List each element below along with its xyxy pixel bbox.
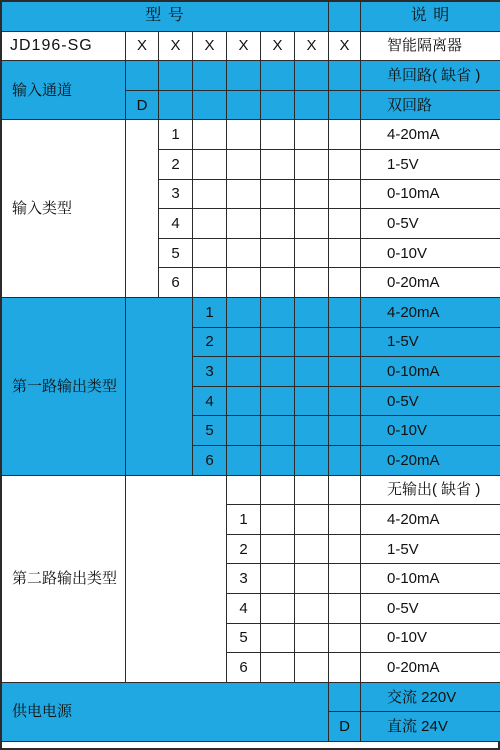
empty-cell: [295, 476, 329, 506]
option-code: [329, 683, 361, 713]
empty-cell: [227, 180, 261, 210]
option-description: 双回路: [361, 91, 500, 121]
empty-cell: [227, 387, 261, 417]
empty-cell: [329, 624, 361, 654]
empty-cell: [227, 61, 261, 91]
empty-cell: [261, 120, 295, 150]
empty-cell: [261, 505, 295, 535]
model-slot-x: X: [126, 32, 159, 62]
empty-cell: [193, 91, 227, 121]
empty-cell: [329, 446, 361, 476]
option-description: 0-5V: [361, 209, 500, 239]
empty-cell: [295, 535, 329, 565]
empty-cell: [261, 387, 295, 417]
empty-cell: [261, 180, 295, 210]
empty-cell: [295, 416, 329, 446]
option-description: 4-20mA: [361, 505, 500, 535]
empty-cell: [329, 180, 361, 210]
empty-cell: [329, 416, 361, 446]
empty-cell: [193, 61, 227, 91]
option-description: 0-10mA: [361, 180, 500, 210]
empty-cell: [261, 446, 295, 476]
option-code: 5: [227, 624, 261, 654]
empty-cell: [295, 594, 329, 624]
header-model-title: 型 号: [2, 2, 329, 32]
option-description: 0-20mA: [361, 268, 500, 298]
empty-cell: [329, 239, 361, 269]
option-code: 5: [193, 416, 227, 446]
empty-cell: [193, 180, 227, 210]
option-description: 0-10mA: [361, 357, 500, 387]
section-label-input-channel: 输入通道: [2, 61, 126, 120]
empty-cell: [295, 91, 329, 121]
empty-cell: [227, 357, 261, 387]
option-code: D: [329, 712, 361, 742]
empty-cell: [227, 328, 261, 358]
option-code: 6: [227, 653, 261, 683]
empty-cell: [329, 298, 361, 328]
empty-cell: [295, 328, 329, 358]
empty-cell: [227, 298, 261, 328]
empty-cell: [227, 91, 261, 121]
option-description: 交流 220V: [361, 683, 500, 713]
empty-cell: [261, 653, 295, 683]
option-description: 4-20mA: [361, 298, 500, 328]
empty-cell: [261, 150, 295, 180]
empty-cell: [261, 328, 295, 358]
option-description: 0-10V: [361, 239, 500, 269]
option-code: 1: [193, 298, 227, 328]
option-code: 5: [159, 239, 193, 269]
empty-cell: [227, 209, 261, 239]
option-description: 0-10V: [361, 416, 500, 446]
option-description: 1-5V: [361, 150, 500, 180]
model-code: JD196-SG: [2, 32, 126, 62]
empty-cell: [261, 624, 295, 654]
empty-cell: [329, 594, 361, 624]
option-code: 6: [159, 268, 193, 298]
empty-cell: [295, 564, 329, 594]
empty-cell: [261, 91, 295, 121]
option-description: 直流 24V: [361, 712, 500, 742]
option-description: 无输出( 缺省 ): [361, 476, 500, 506]
empty-cell: [329, 564, 361, 594]
option-description: 4-20mA: [361, 120, 500, 150]
empty-cell: [261, 564, 295, 594]
blank-merged-area: [126, 120, 159, 298]
option-code: [126, 61, 159, 91]
empty-cell: [193, 239, 227, 269]
empty-cell: [329, 505, 361, 535]
header-blank-cell: [329, 2, 361, 32]
option-code: 4: [159, 209, 193, 239]
option-code: 2: [227, 535, 261, 565]
empty-cell: [227, 268, 261, 298]
empty-cell: [193, 120, 227, 150]
option-description: 1-5V: [361, 328, 500, 358]
section-label-power: 供电电源: [2, 683, 329, 742]
option-code: 1: [159, 120, 193, 150]
model-description: 智能隔离器: [361, 32, 500, 62]
empty-cell: [227, 416, 261, 446]
option-description: 0-20mA: [361, 446, 500, 476]
empty-cell: [329, 120, 361, 150]
option-code: 2: [193, 328, 227, 358]
empty-cell: [329, 328, 361, 358]
blank-merged-area: [126, 476, 227, 683]
option-description: 0-10V: [361, 624, 500, 654]
option-code: 1: [227, 505, 261, 535]
empty-cell: [329, 535, 361, 565]
empty-cell: [227, 239, 261, 269]
empty-cell: [295, 120, 329, 150]
empty-cell: [295, 505, 329, 535]
section-label-input-type: 输入类型: [2, 120, 126, 298]
option-description: 0-10mA: [361, 564, 500, 594]
empty-cell: [227, 150, 261, 180]
blank-merged-area: [126, 298, 193, 476]
model-slot-x: X: [261, 32, 295, 62]
option-code: [227, 476, 261, 506]
empty-cell: [295, 239, 329, 269]
empty-cell: [261, 416, 295, 446]
model-slot-x: X: [227, 32, 261, 62]
empty-cell: [329, 653, 361, 683]
model-slot-x: X: [329, 32, 361, 62]
option-code: 3: [159, 180, 193, 210]
empty-cell: [295, 624, 329, 654]
option-code: D: [126, 91, 159, 121]
empty-cell: [295, 653, 329, 683]
empty-cell: [159, 91, 193, 121]
option-code: 6: [193, 446, 227, 476]
empty-cell: [329, 209, 361, 239]
empty-cell: [329, 91, 361, 121]
empty-cell: [329, 476, 361, 506]
empty-cell: [159, 61, 193, 91]
empty-cell: [261, 209, 295, 239]
option-code: 2: [159, 150, 193, 180]
empty-cell: [227, 446, 261, 476]
empty-cell: [295, 268, 329, 298]
empty-cell: [329, 387, 361, 417]
section-label-output2-type: 第二路输出类型: [2, 476, 126, 683]
empty-cell: [261, 594, 295, 624]
model-slot-x: X: [295, 32, 329, 62]
empty-cell: [261, 268, 295, 298]
option-code: 4: [227, 594, 261, 624]
option-code: 3: [193, 357, 227, 387]
empty-cell: [295, 387, 329, 417]
empty-cell: [295, 150, 329, 180]
header-description-title: 说 明: [361, 2, 500, 32]
empty-cell: [295, 61, 329, 91]
option-description: 单回路( 缺省 ): [361, 61, 500, 91]
option-description: 0-5V: [361, 594, 500, 624]
empty-cell: [261, 357, 295, 387]
empty-cell: [295, 209, 329, 239]
option-description: 1-5V: [361, 535, 500, 565]
empty-cell: [329, 357, 361, 387]
option-description: 0-20mA: [361, 653, 500, 683]
option-code: 4: [193, 387, 227, 417]
empty-cell: [261, 298, 295, 328]
section-label-output1-type: 第一路输出类型: [2, 298, 126, 476]
empty-cell: [261, 535, 295, 565]
empty-cell: [227, 120, 261, 150]
empty-cell: [193, 209, 227, 239]
model-slot-x: X: [159, 32, 193, 62]
model-slot-x: X: [193, 32, 227, 62]
empty-cell: [193, 268, 227, 298]
empty-cell: [295, 357, 329, 387]
empty-cell: [295, 446, 329, 476]
empty-cell: [193, 150, 227, 180]
empty-cell: [295, 180, 329, 210]
empty-cell: [295, 298, 329, 328]
option-description: 0-5V: [361, 387, 500, 417]
empty-cell: [261, 476, 295, 506]
option-code: 3: [227, 564, 261, 594]
empty-cell: [329, 61, 361, 91]
empty-cell: [261, 61, 295, 91]
empty-cell: [329, 268, 361, 298]
empty-cell: [329, 150, 361, 180]
empty-cell: [261, 239, 295, 269]
